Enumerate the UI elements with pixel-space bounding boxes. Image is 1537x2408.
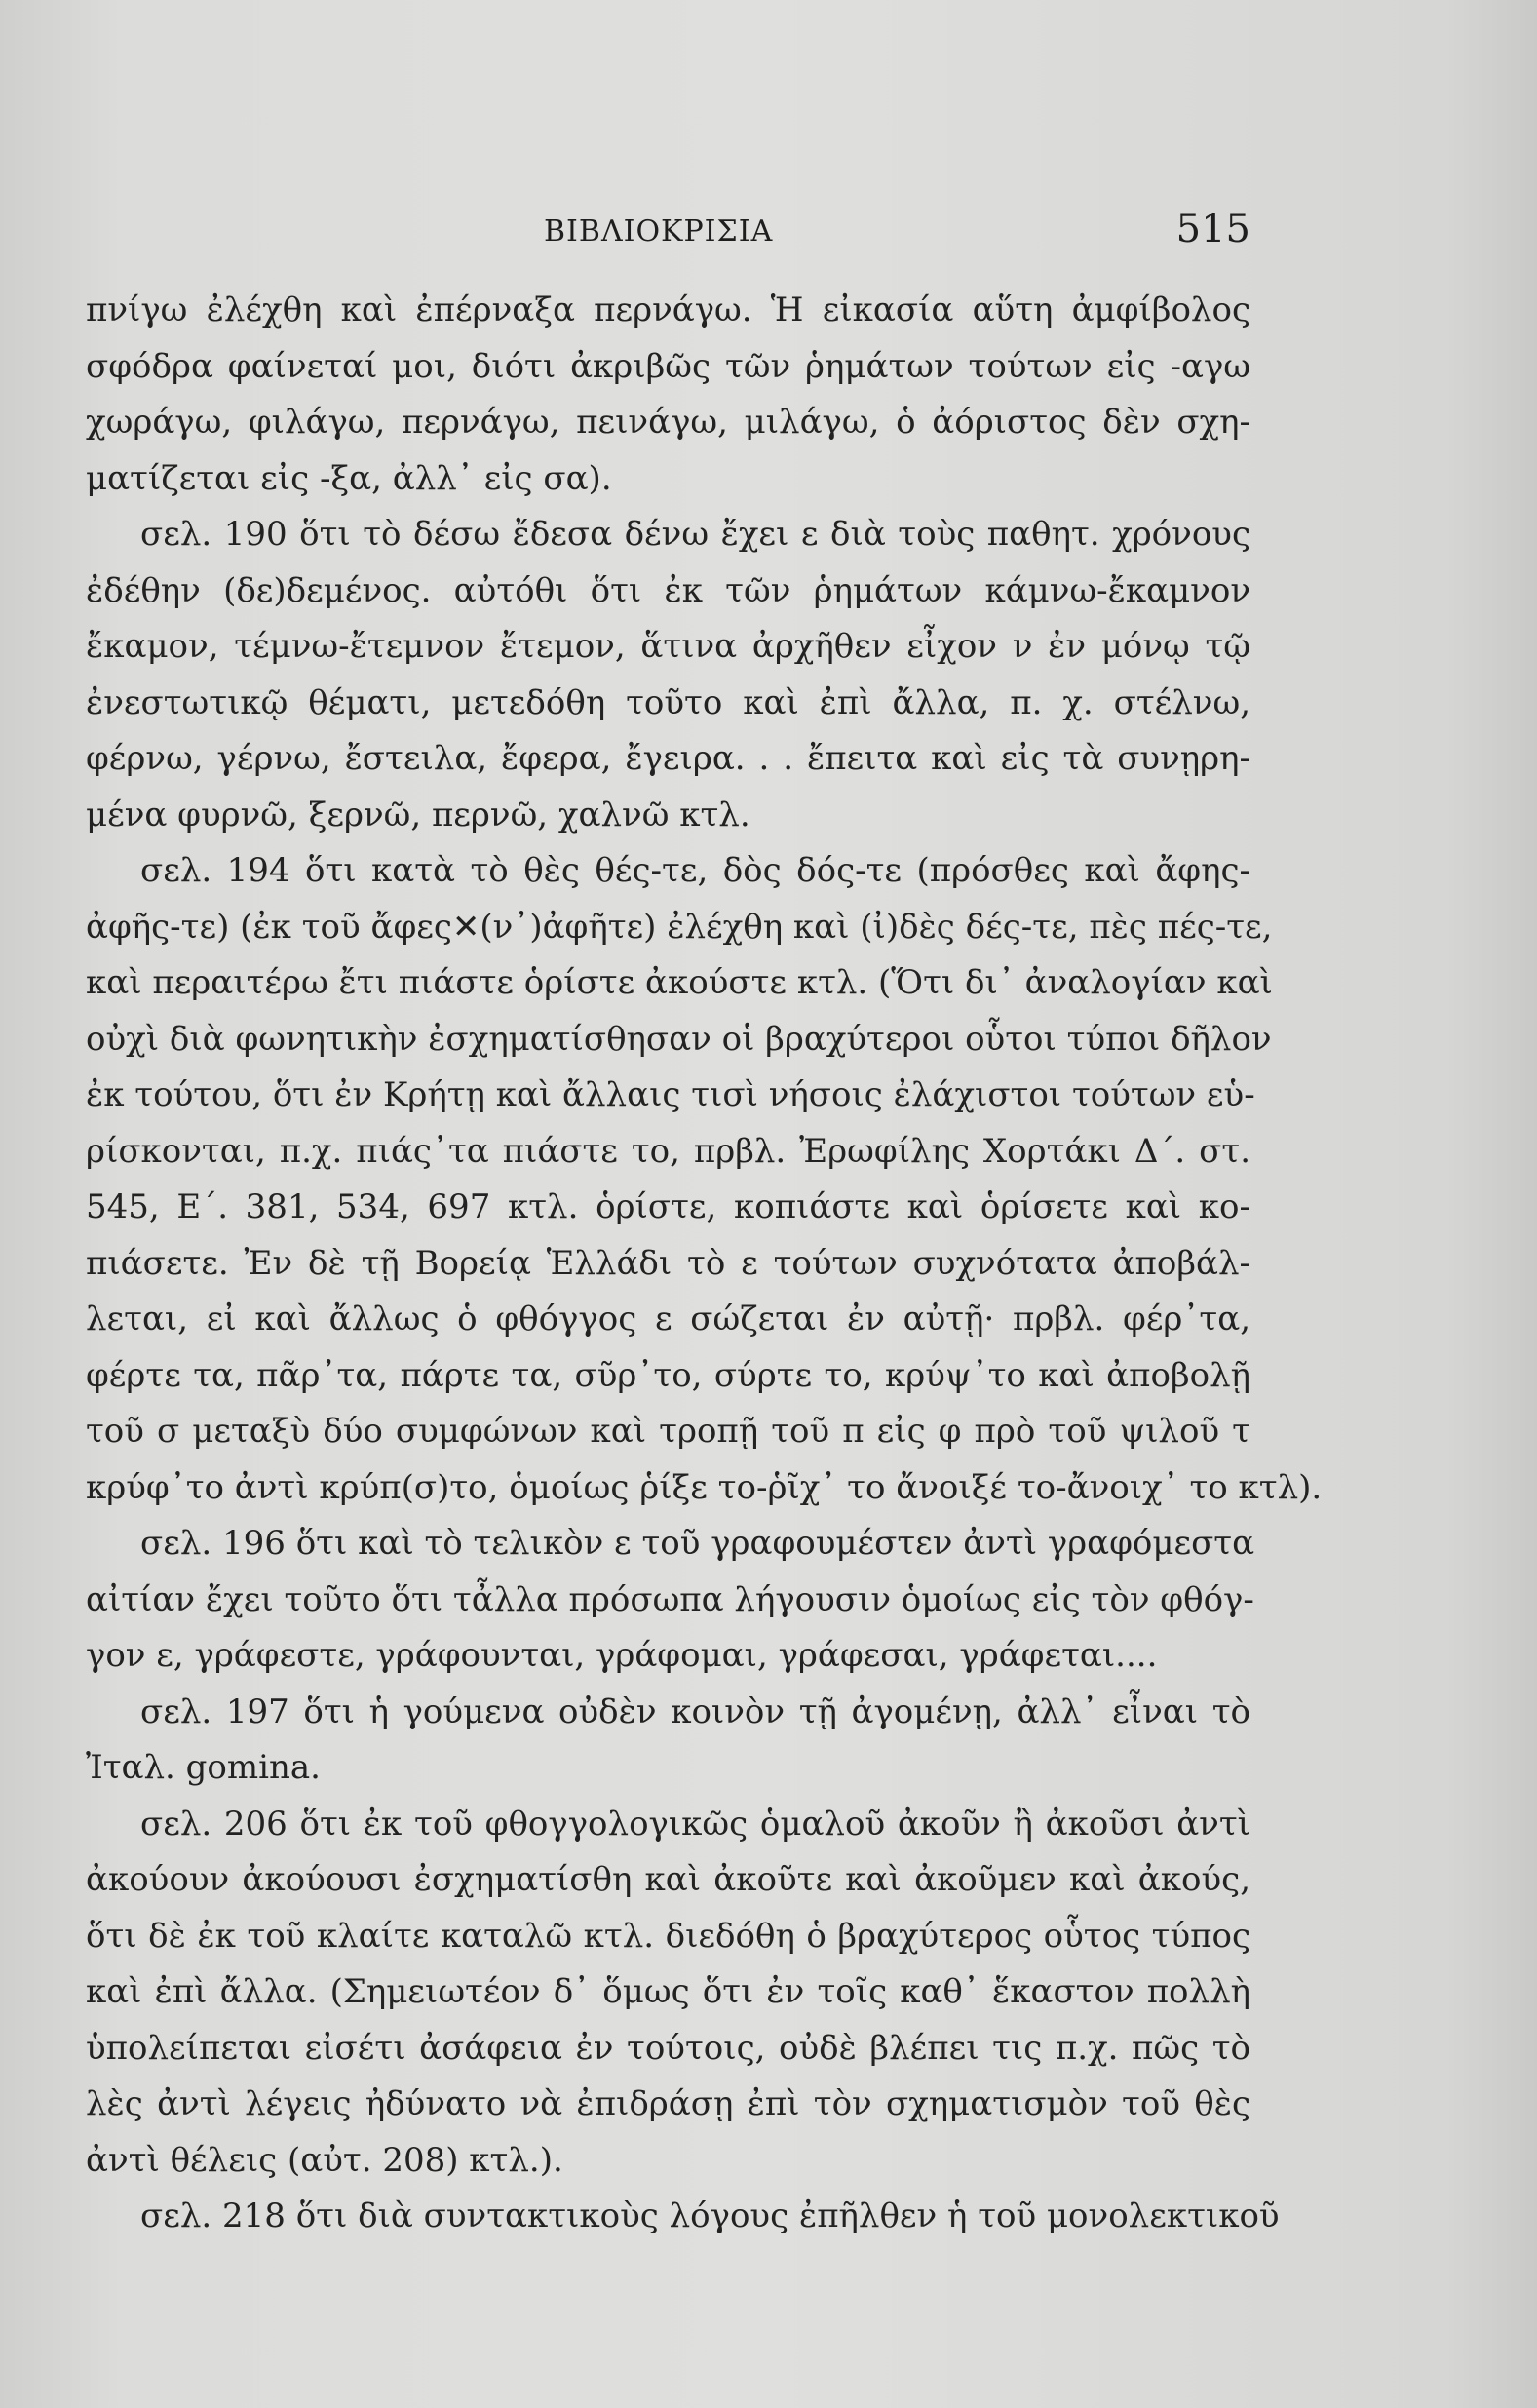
page-header [86, 207, 1250, 263]
text-line: σελ. 190 ὅτι τὸ δέσω ἔδεσα δένω ἔχει ε διὰ τοὺς παθητ. χρόνους [140, 515, 1250, 554]
text-line: λεται, εἰ καὶ ἄλλως ὁ φθόγγος ε σώζεται ἐν αὐτῇ· πρβλ. φέρ᾽τα, [86, 1300, 1250, 1339]
text-line: ἔκαμον, τέμνω-ἔτεμνον ἔτεμον, ἅτινα ἀρχῆθεν εἶχον ν ἐν μόνῳ τῷ [86, 627, 1250, 666]
text-line: τοῦ σ μεταξὺ δύο συμφώνων καὶ τροπῇ τοῦ π εἰς φ πρὸ τοῦ ψιλοῦ τ [86, 1412, 1250, 1451]
text-line: ὑπολείπεται εἰσέτι ἀσάφεια ἐν τούτοις, οὐδὲ βλέπει τις π.χ. πῶς τὸ [86, 2028, 1250, 2068]
text-line: σελ. 194 ὅτι κατὰ τὸ θὲς θές-τε, δὸς δός-τε (πρόσθες καὶ ἄφης- [140, 851, 1250, 890]
text-line: λὲς ἀντὶ λέγεις ἠδύνατο νὰ ἐπιδράσῃ ἐπὶ τὸν σχηματισμὸν τοῦ θὲς [86, 2084, 1250, 2123]
text-line: ἀφῆς-τε) (ἐκ τοῦ ἄφες✕(ν᾽)ἀφῆτε) ἐλέχθη καὶ (ἰ)δὲς δές-τε, πὲς πές-τε, [86, 907, 1273, 947]
text-line: φέρνω, γέρνω, ἔστειλα, ἔφερα, ἔγειρα. . . ἔπειτα καὶ εἰς τὰ συνῃρη- [86, 739, 1250, 778]
text-line: ἐνεστωτικῷ θέματι, μετεδόθη τοῦτο καὶ ἐπὶ ἄλλα, π. χ. στέλνω, [86, 682, 1250, 722]
text-line: αἰτίαν ἔχει τοῦτο ὅτι τἆλλα πρόσωπα λήγουσιν ὁμοίως εἰς τὸν φθόγ- [86, 1579, 1254, 1619]
text-line: πνίγω ἐλέχθη καὶ ἐπέρναξα περνάγω. Ἡ εἰκασία αὕτη ἀμφίβολος [86, 291, 1250, 330]
text-line: ἀντὶ θέλεις (αὐτ. 208) κτλ.). [86, 2140, 563, 2180]
running-title: ΒΙΒΛΙΟΚΡΙΣΙΑ [544, 214, 774, 249]
text-line: γον ε, γράφεστε, γράφουνται, γράφομαι, γράφεσαι, γράφεται.... [86, 1636, 1158, 1675]
text-line: σελ. 206 ὅτι ἐκ τοῦ φθογγολογικῶς ὁμαλοῦ ἀκοῦν ἢ ἀκοῦσι ἀντὶ [140, 1804, 1250, 1844]
text-line: ματίζεται εἰς -ξα, ἀλλ᾽ εἰς σα). [86, 458, 612, 498]
body-text [86, 283, 1323, 2245]
text-line: πιάσετε. Ἐν δὲ τῇ Βορείᾳ Ἑλλάδι τὸ ε τούτων συχνότατα ἀποβάλ- [86, 1243, 1250, 1283]
text-line: φέρτε τα, πᾶρ᾽τα, πάρτε τα, σῦρ᾽το, σύρτε το, κρύψ᾽το καὶ ἀποβολῇ [86, 1355, 1250, 1395]
text-line: κρύφ᾽το ἀντὶ κρύπ(σ)το, ὁμοίως ῥίξε το-ῥῖχ᾽ το ἄνοιξέ το-ἄνοιχ᾽ το κτλ). [86, 1467, 1323, 1507]
text-line: σελ. 197 ὅτι ἡ γούμενα οὐδὲν κοινὸν τῇ ἀγομένῃ, ἀλλ᾽ εἶναι τὸ [140, 1691, 1250, 1731]
text-line: Ἰταλ. gomina. [86, 1748, 321, 1787]
text-line: σελ. 196 ὅτι καὶ τὸ τελικὸν ε τοῦ γραφουμέστεν ἀντὶ γραφόμεστα [140, 1524, 1255, 1563]
text-line: ρίσκονται, π.χ. πιάς᾽τα πιάστε το, πρβλ. Ἐρωφίλης Χορτάκι Δ΄. στ. [86, 1131, 1250, 1171]
text-line: ὅτι δὲ ἐκ τοῦ κλαίτε καταλῶ κτλ. διεδόθη ὁ βραχύτερος οὗτος τύπος [86, 1916, 1250, 1956]
text-line: χωράγω, φιλάγω, περνάγω, πεινάγω, μιλάγω, ὁ ἀόριστος δὲν σχη- [86, 403, 1250, 442]
text-line: οὐχὶ διὰ φωνητικὴν ἐσχηματίσθησαν οἱ βραχύτεροι οὗτοι τύποι δῆλον [86, 1019, 1272, 1059]
text-line: 545, Ε΄. 381, 534, 697 κτλ. ὁρίστε, κοπιάστε καὶ ὁρίσετε καὶ κο- [86, 1187, 1250, 1226]
text-line: σφόδρα φαίνεταί μοι, διότι ἀκριβῶς τῶν ῥημάτων τούτων εἰς -αγω [86, 346, 1250, 386]
text-line: καὶ περαιτέρω ἔτι πιάστε ὁρίστε ἀκούστε κτλ. (Ὅτι δι᾽ ἀναλογίαν καὶ [86, 963, 1273, 1002]
text-line: καὶ ἐπὶ ἄλλα. (Σημειωτέον δ᾽ ὅμως ὅτι ἐν τοῖς καθ᾽ ἕκαστον πολλὴ [86, 1972, 1250, 2011]
text-line: ἐδέθην (δε)δεμένος. αὐτόθι ὅτι ἐκ τῶν ῥημάτων κάμνω-ἔκαμνον [86, 570, 1250, 610]
text-line: σελ. 218 ὅτι διὰ συντακτικοὺς λόγους ἐπῆλθεν ἡ τοῦ μονολεκτικοῦ [140, 2196, 1280, 2235]
text-line: μένα φυρνῶ, ξερνῶ, περνῶ, χαλνῶ κτλ. [86, 795, 750, 835]
page-number: 515 [1175, 207, 1250, 252]
text-line: ἐκ τούτου, ὅτι ἐν Κρήτῃ καὶ ἄλλαις τισὶ νήσοις ἐλάχιστοι τούτων εὑ- [86, 1075, 1255, 1114]
text-line: ἀκούουν ἀκούουσι ἐσχηματίσθη καὶ ἀκοῦτε καὶ ἀκοῦμεν καὶ ἀκούς, [86, 1860, 1250, 1899]
